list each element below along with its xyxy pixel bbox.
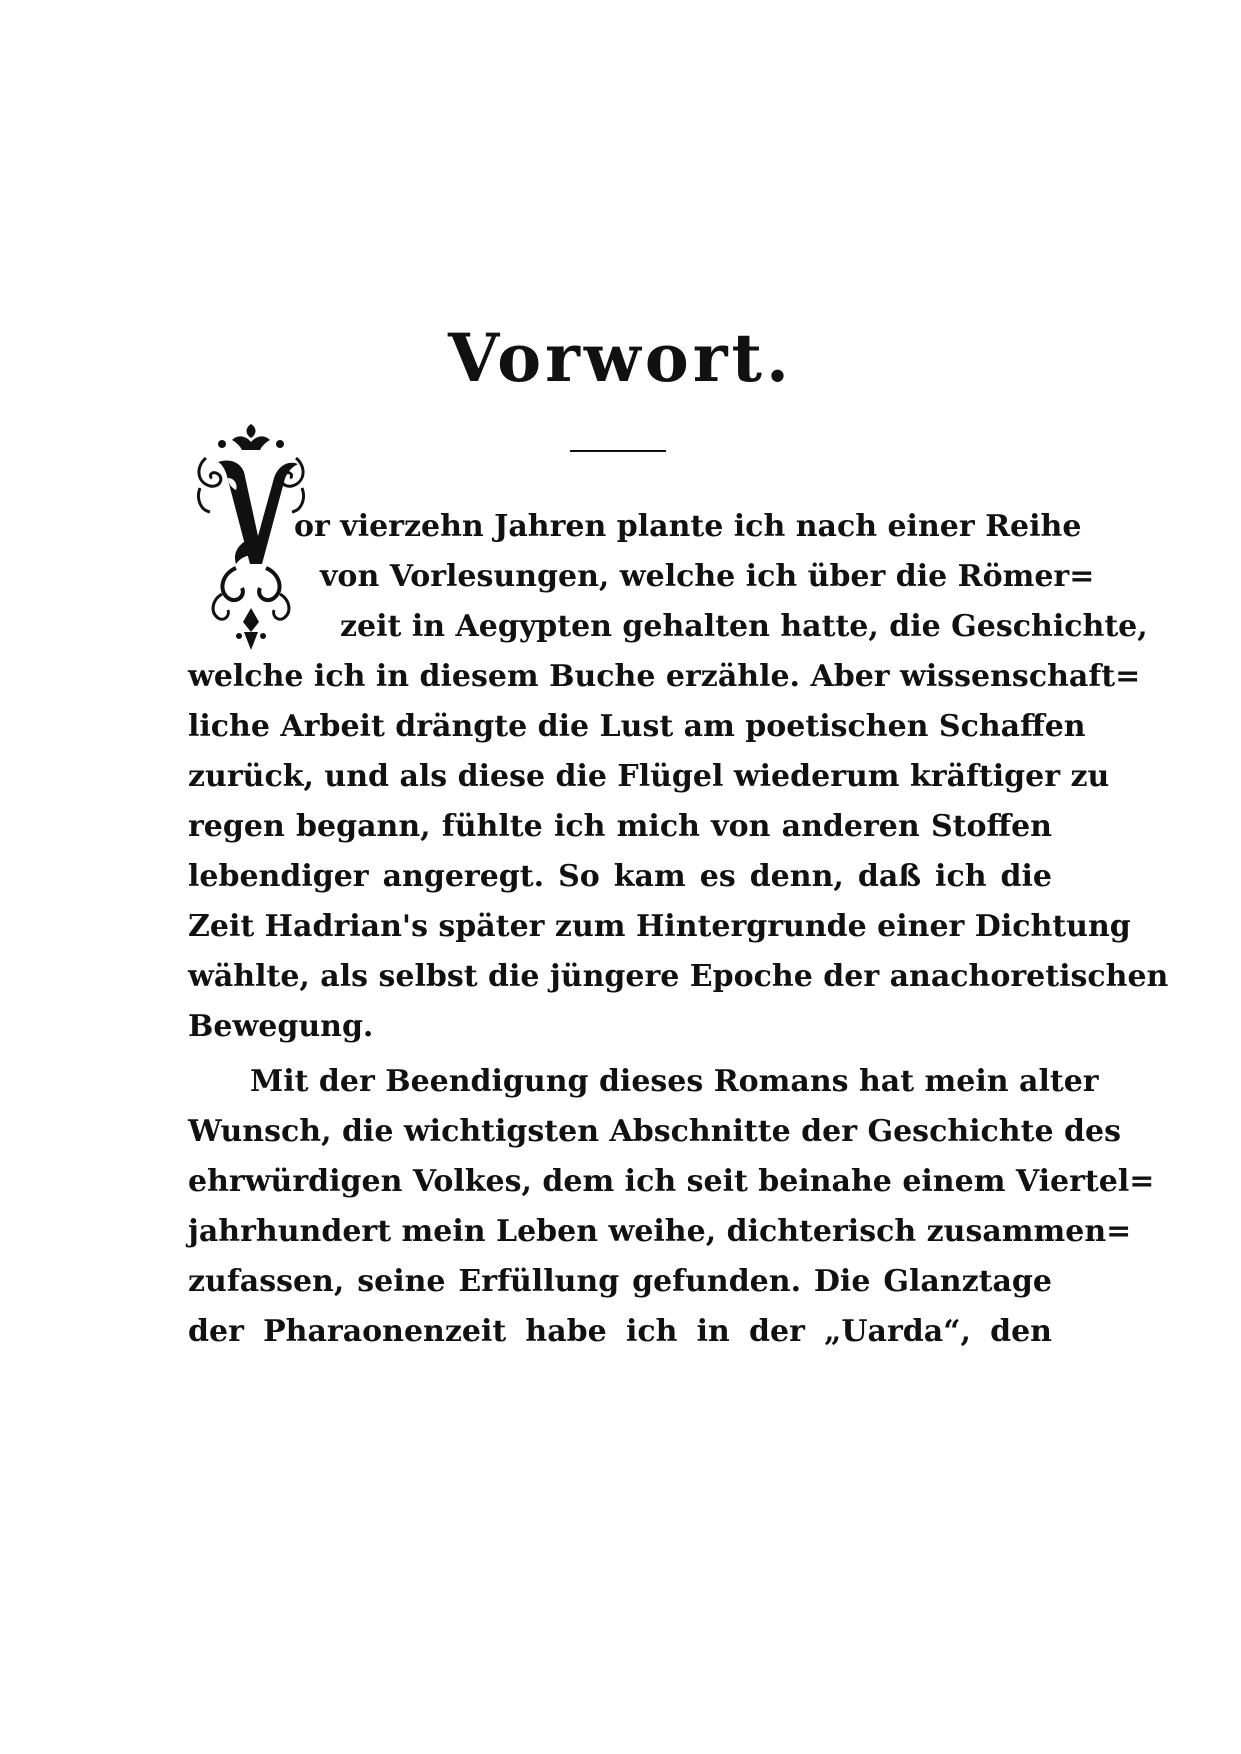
text-line: regen begann, fühlte ich mich von anderen Stoffen <box>188 809 1052 844</box>
text-line: jahrhundert mein Leben weihe, dichterisch zusammen= <box>188 1214 1132 1249</box>
text-line: Zeit Hadrian's später zum Hintergrunde einer Dichtung <box>188 909 1131 944</box>
text-line: lebendiger angeregt. So kam es denn, daß ich die <box>188 859 1052 894</box>
text-line: wählte, als selbst die jüngere Epoche der anachoretischen <box>188 959 1169 994</box>
page-title: Vorwort. <box>447 319 794 397</box>
text-line: Wunsch, die wichtigsten Abschnitte der Geschichte des <box>188 1114 1121 1149</box>
text-line: or vierzehn Jahren plante ich nach einer Reihe <box>294 509 1082 544</box>
text-line: von Vorlesungen, welche ich über die Römer= <box>320 559 1095 594</box>
title-divider <box>570 450 666 452</box>
text-line: Bewegung. <box>188 1009 374 1044</box>
text-line: zeit in Aegypten gehalten hatte, die Geschichte, <box>340 609 1148 644</box>
text-line: zurück, und als diese die Flügel wiederum kräftiger zu <box>188 759 1110 794</box>
text-line: ehrwürdigen Volkes, dem ich seit beinahe einem Viertel= <box>188 1164 1155 1199</box>
text-line: liche Arbeit drängte die Lust am poetischen Schaffen <box>188 709 1086 744</box>
text-line: der Pharaonenzeit habe ich in der „Uarda“, den <box>188 1314 1052 1349</box>
text-line: Mit der Beendigung dieses Romans hat mein alter <box>250 1064 1099 1099</box>
text-line: zufassen, seine Erfüllung gefunden. Die Glanztage <box>188 1264 1052 1299</box>
text-line: welche ich in diesem Buche erzähle. Aber wissenschaft= <box>188 659 1141 694</box>
ornamental-initial-icon <box>192 418 310 656</box>
